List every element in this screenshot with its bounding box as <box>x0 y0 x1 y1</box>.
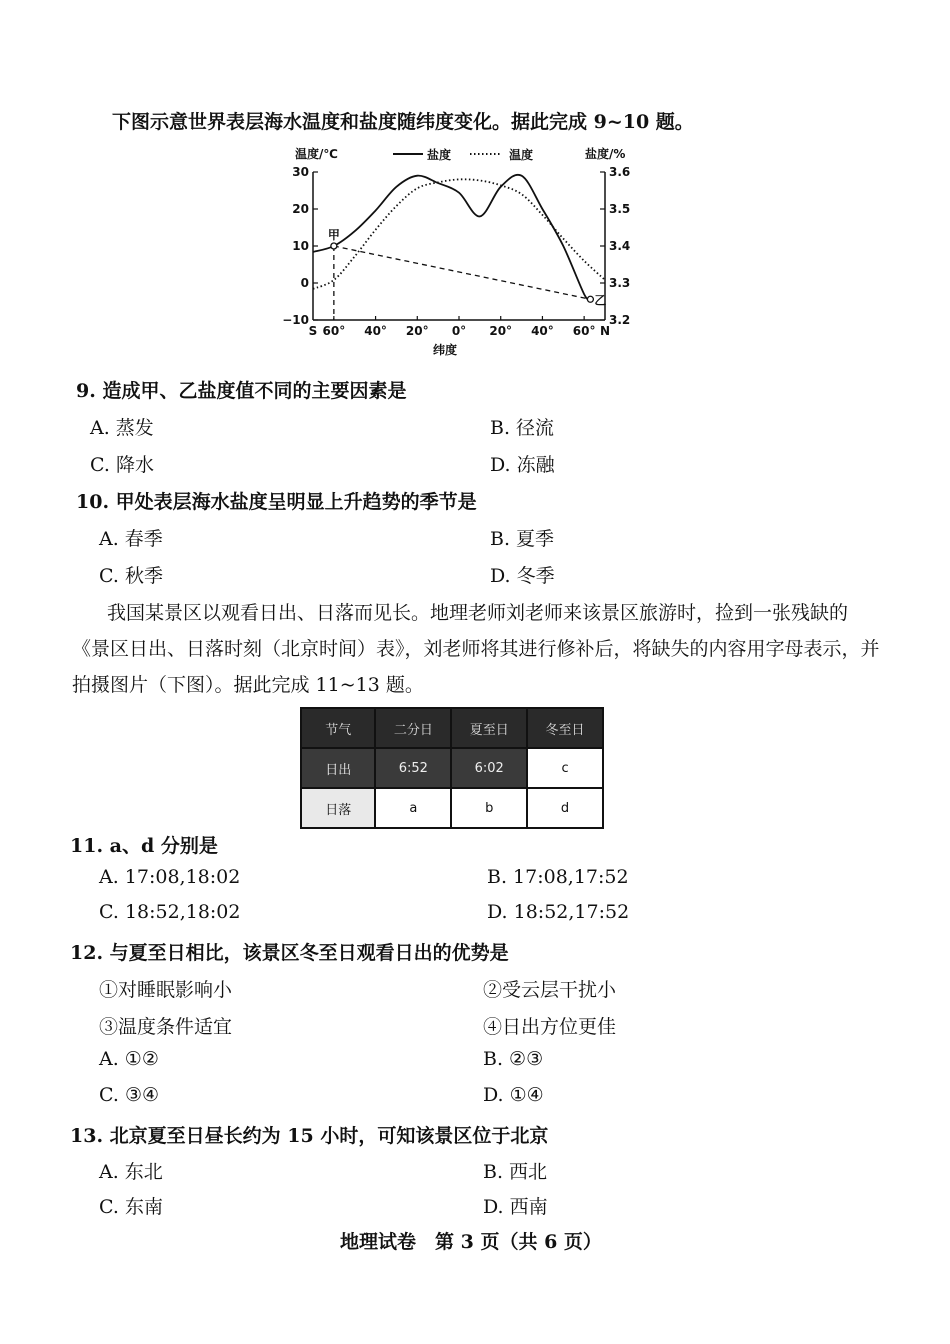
intro-text-2-line-3: 拍摄图片（下图）。据此完成 11~13 题。 <box>72 674 424 696</box>
temperature-salinity-chart <box>282 140 645 370</box>
legend-salinity-label: 盐度 <box>427 148 452 162</box>
q13-option-c: C. 东南 <box>99 1196 163 1218</box>
left-tick-label: 30 <box>292 165 309 179</box>
q13-option-b: B. 西北 <box>483 1161 548 1183</box>
table-cell: 6:52 <box>375 748 451 788</box>
table-cell: a <box>375 788 451 828</box>
page-footer: 地理试卷 第 3 页（共 6 页） <box>340 1231 602 1253</box>
x-axis-label: 纬度 <box>433 343 458 357</box>
point-yi-marker <box>587 296 593 302</box>
x-tick-label: 20° <box>489 324 513 338</box>
q10-option-d: D. 冬季 <box>490 565 555 587</box>
q12-option-b: B. ②③ <box>483 1048 544 1070</box>
intro-text-2-line-2: 《景区日出、日落时刻（北京时间）表》，刘老师将其进行修补后，将缺失的内容用字母表示，并 <box>72 638 880 660</box>
x-tick-label: 60° <box>322 324 346 338</box>
q11-stem: 11. a、d 分别是 <box>70 835 218 857</box>
q11-option-c: C. 18:52,18:02 <box>99 901 241 923</box>
left-axis-label: 温度/℃ <box>295 147 338 161</box>
point-jia-label: 甲 <box>327 228 340 242</box>
x-tick-label: S <box>308 324 318 338</box>
right-tick-label: 3.4 <box>609 239 631 253</box>
q9-option-c: C. 降水 <box>90 454 154 476</box>
table-cell: b <box>451 788 527 828</box>
legend-temperature-label: 温度 <box>509 148 534 162</box>
q10-option-b: B. 夏季 <box>490 528 555 550</box>
table-cell: 6:02 <box>451 748 527 788</box>
x-tick-label: 60° <box>572 324 596 338</box>
right-tick-label: 3.3 <box>609 276 631 290</box>
point-yi-label: 乙 <box>594 293 607 308</box>
q10-option-a: A. 春季 <box>99 528 163 550</box>
table-row-label: 日出 <box>301 748 375 788</box>
q9-option-d: D. 冻融 <box>490 454 555 476</box>
q13-option-d: D. 西南 <box>483 1196 548 1218</box>
q12-option-a: A. ①② <box>99 1048 159 1070</box>
table-row-label: 日落 <box>301 788 375 828</box>
x-tick-label: 40° <box>364 324 387 338</box>
left-tick-label: 0 <box>300 276 309 290</box>
x-tick-label: N <box>599 324 611 338</box>
sunrise-sunset-table <box>300 707 604 829</box>
right-tick-label: 3.5 <box>609 202 631 216</box>
q13-option-a: A. 东北 <box>99 1161 163 1183</box>
q12-option-c: C. ③④ <box>99 1084 160 1106</box>
q12-stem: 12. 与夏至日相比，该景区冬至日观看日出的优势是 <box>70 942 509 964</box>
q12-option-d: D. ①④ <box>483 1084 544 1106</box>
q12-statement-2: ②受云层干扰小 <box>483 979 617 1001</box>
point-jia-marker <box>331 243 337 249</box>
x-tick-label: 40° <box>531 324 554 338</box>
q11-option-d: D. 18:52,17:52 <box>487 901 630 923</box>
q10-option-c: C. 秋季 <box>99 565 163 587</box>
table-cell: d <box>527 788 603 828</box>
q11-option-a: A. 17:08,18:02 <box>99 866 241 888</box>
q9-stem: 9. 造成甲、乙盐度值不同的主要因素是 <box>76 380 407 402</box>
right-axis-label: 盐度/% <box>585 147 626 161</box>
table-cell: c <box>527 748 603 788</box>
x-tick-label: 20° <box>405 324 429 338</box>
intro-text-1: 下图示意世界表层海水温度和盐度随纬度变化。据此完成 9~10 题。 <box>112 111 694 133</box>
q11-option-b: B. 17:08,17:52 <box>487 866 629 888</box>
left-tick-label: 10 <box>292 239 309 253</box>
intro-text-2-line-1: 我国某景区以观看日出、日落而见长。地理老师刘老师来该景区旅游时，捡到一张残缺的 <box>107 602 849 624</box>
q13-stem: 13. 北京夏至日昼长约为 15 小时，可知该景区位于北京 <box>70 1125 549 1147</box>
table-header-cell: 冬至日 <box>527 708 603 748</box>
table-header-cell: 节气 <box>301 708 375 748</box>
q12-statement-3: ③温度条件适宜 <box>99 1016 233 1038</box>
x-tick-label: 0° <box>451 324 467 338</box>
left-tick-label: 20 <box>292 202 309 216</box>
q12-statement-4: ④日出方位更佳 <box>483 1016 617 1038</box>
table-header-cell: 二分日 <box>375 708 451 748</box>
right-tick-label: 3.2 <box>609 313 631 327</box>
q9-option-b: B. 径流 <box>490 417 555 439</box>
q12-statement-1: ①对睡眠影响小 <box>99 979 233 1001</box>
right-tick-label: 3.6 <box>609 165 631 179</box>
left-tick-label: −10 <box>282 313 309 327</box>
q9-option-a: A. 蒸发 <box>90 417 154 439</box>
table-header-cell: 夏至日 <box>451 708 527 748</box>
q10-stem: 10. 甲处表层海水盐度呈明显上升趋势的季节是 <box>76 491 477 513</box>
salinity-series-line <box>313 175 590 300</box>
connector-dashed-line <box>334 246 591 299</box>
